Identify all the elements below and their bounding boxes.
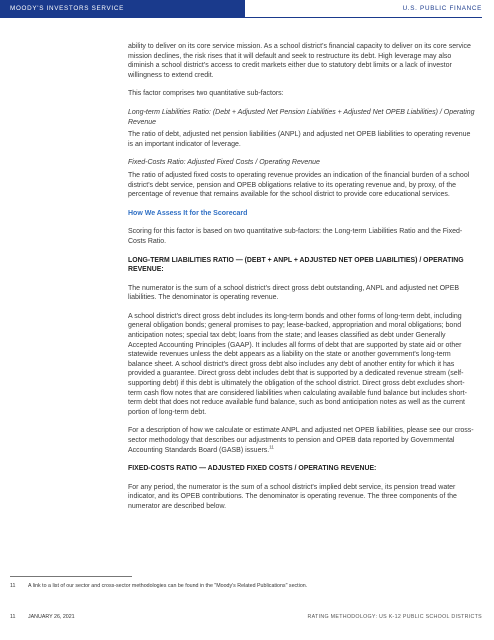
section-text: Scoring for this factor is based on two quantitative sub-factors: the Long-term Liabilities Ratio and the Fixed-Costs Ratio.	[128, 228, 463, 245]
subfactor-2-text: The ratio of adjusted fixed costs to operating revenue provides an indication of the financial burden of a school district's debt service, pension and OPEB obligations relative to its operating revenue and, by proxy, of the percentage of revenue that remains available for the school district to provide core educational services.	[128, 171, 470, 199]
publication-date: JANUARY 26, 2021	[28, 614, 75, 620]
description-text: For a description of how we calculate or estimate ANPL and adjusted net OPEB liabilities, please see our cross-sector methodology that describes our adjustments to pension and OPEB data reported by Governmental Accounting Standards Board (GASB) issuers.	[128, 427, 474, 454]
header-brand-bar	[0, 0, 245, 18]
direct-debt-paragraph: A school district's direct gross debt includes its long-term bonds and other forms of long-term debt, including general obligation bonds; general promises to pay; lease-backed, appropriation and moral obligations; bond anticipation notes; special tax debt; loans from the state; and leases classified as debt under Generally Accepted Accounting Principles (GAAP). It includes all forms of debt that are supported by state aid or other statewide revenues unless the debt appears as a liability on the state or another government's long-term balance sheet. A school district's direct gross debt also includes any debt of another entity for which it has provided a guarantee. Direct gross debt includes debt that is supported by a dedicated revenue stream (self-supporting debt) if this debt is ultimately the obligation of the school district. Direct gross debt excludes short-term cash flow notes that are considered liabilities when calculating available fund balance but includes short-term debt that does not reduce available fund balance, such as bond anticipation notes as well as the current portion of long-term debt.	[128, 312, 467, 416]
header-section-label: U.S. PUBLIC FINANCE	[402, 5, 482, 12]
header-brand: MOODY'S INVESTORS SERVICE	[10, 5, 124, 12]
intro-paragraph: ability to deliver on its core service mission. As a school district's financial capacity to deliver on its core service mission declines, the risk rises that it will default and seek to restructure its debt. High leverage may also diminish a school district's access to credit markets either due to statutory debt limits or a lack of investor willingness to extend credit.	[128, 43, 471, 79]
footnote-number: 11	[10, 583, 16, 589]
fcr-ratio-heading: FIXED-COSTS RATIO — ADJUSTED FIXED COSTS / OPERATING REVENUE:	[128, 465, 377, 473]
footnote	[10, 583, 307, 589]
footer-document-title: RATING METHODOLOGY: US K-12 PUBLIC SCHOOL DISTRICTS	[307, 614, 482, 620]
page-number: 11	[10, 614, 16, 620]
subfactors-intro: This factor comprises two quantitative sub-factors:	[128, 90, 284, 98]
footnote-divider	[10, 576, 132, 577]
footnote-reference[interactable]: 11	[269, 444, 274, 450]
ltl-ratio-heading: LONG-TERM LIABILITIES RATIO — (DEBT + ANPL + ADJUSTED NET OPEB LIABILITIES) / OPERATING REVENUE:	[128, 256, 464, 274]
subfactor-1-text: The ratio of debt, adjusted net pension liabilities (ANPL) and adjusted net OPEB liabilities to operating revenue is an important indicator of leverage.	[128, 131, 471, 148]
section-heading: How We Assess It for the Scorecard	[128, 209, 248, 217]
subfactor-1-title: Long-term Liabilities Ratio: (Debt + Adjusted Net Pension Liabilities + Adjusted Net OPEB Liabilities) / Operating Revenue	[128, 108, 475, 126]
ltl-ratio-text: The numerator is the sum of a school district's direct gross debt outstanding, ANPL and adjusted net OPEB liabilities. The denominator is operating revenue.	[128, 284, 460, 302]
fcr-ratio-text: For any period, the numerator is the sum of a school district's implied debt service, its pension tread water indicator, and its OPEB contributions. The denominator is operating revenue. The three components of the numerator are described below.	[128, 483, 457, 510]
subfactor-2-title: Fixed-Costs Ratio: Adjusted Fixed Costs / Operating Revenue	[128, 159, 320, 167]
description-paragraph	[128, 426, 476, 455]
footnote-text: A link to a list of our sector and cross-sector methodologies can be found in the "Moody's Related Publications" section.	[28, 583, 308, 589]
footer-left	[10, 614, 75, 620]
main-content	[128, 42, 476, 521]
